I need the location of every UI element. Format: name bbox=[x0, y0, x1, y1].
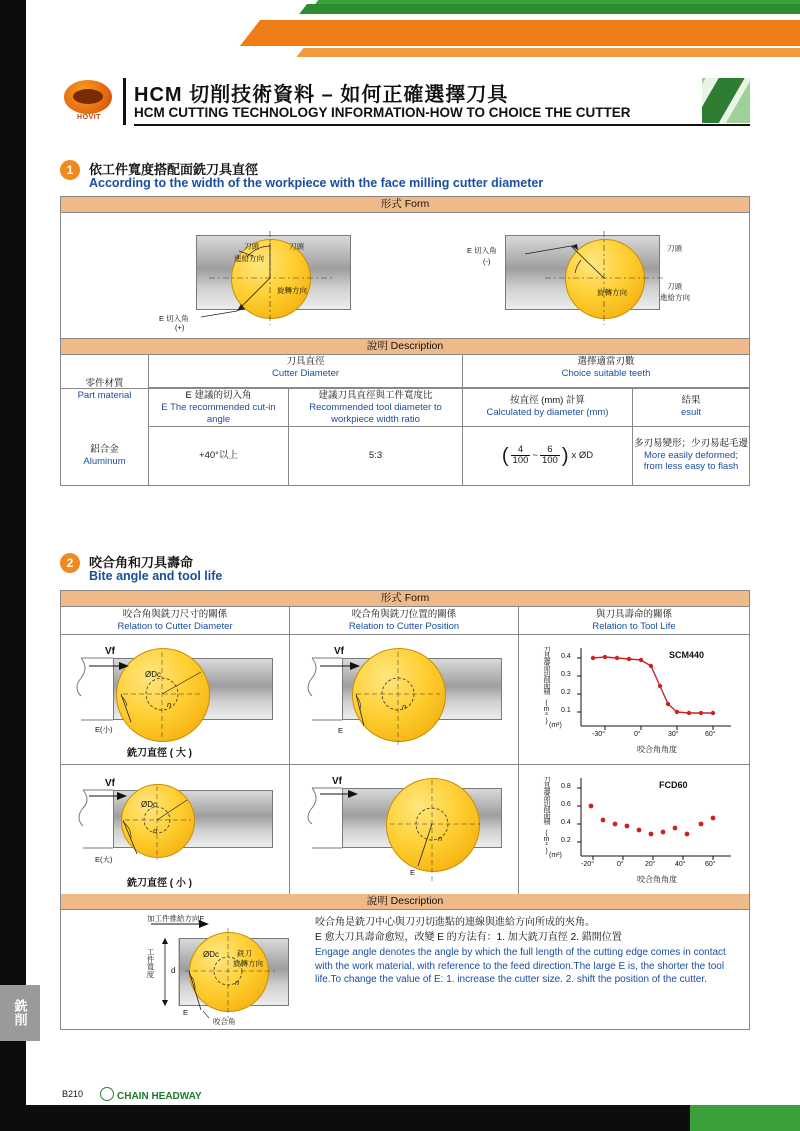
cell-material-cn: 鋁合金 bbox=[90, 443, 119, 455]
label-vf: Vf bbox=[105, 646, 115, 657]
paren-close: ) bbox=[561, 444, 569, 467]
cell-result-cn: 多刃易變形；少刃易起毛邊 bbox=[634, 437, 749, 449]
fraction-2-den: 100 bbox=[541, 455, 558, 466]
subcol-ratio-en: Recommended tool diameter to workpiece width ratio bbox=[309, 401, 442, 425]
desc-e-label: E bbox=[183, 1008, 189, 1017]
label-diameter: ØDc bbox=[141, 800, 157, 809]
label-sign: (+) bbox=[175, 323, 185, 332]
chart-1-ytick-2: 0.2 bbox=[561, 689, 571, 696]
side-tab-milling bbox=[0, 985, 40, 1041]
brand-circle-icon bbox=[100, 1087, 114, 1101]
diagram-lines bbox=[290, 764, 519, 894]
desc-n-label: n bbox=[235, 978, 240, 987]
desc-line-2: E 愈大刀具壽命愈短，改變 E 的方法有：1. 加大銑刀直徑 2. 錯開位置 bbox=[315, 931, 622, 943]
section-2-title-en: Bite angle and tool life bbox=[89, 569, 223, 583]
label-vf: Vf bbox=[105, 778, 115, 789]
label-vf: Vf bbox=[334, 646, 344, 657]
fraction-2-num: 6 bbox=[540, 445, 560, 456]
cell-position-diagram-bottom bbox=[290, 764, 519, 894]
chart-2-ylabel: 刀具壽命切削面積 (m²) bbox=[543, 776, 550, 854]
section-1-subheader-row bbox=[149, 388, 749, 427]
section-1-title-en: According to the width of the workpiece with the face milling cutter diameter bbox=[89, 176, 544, 190]
chart-1-svg bbox=[519, 634, 749, 764]
label-head-2: 刀頭 bbox=[667, 282, 682, 291]
label-n: n bbox=[402, 702, 407, 711]
section-1-heading bbox=[60, 160, 760, 196]
logo-text: HOVIT bbox=[77, 114, 101, 121]
paren-open: ( bbox=[501, 444, 509, 467]
fraction-tilde: ~ bbox=[532, 449, 538, 461]
chart-2-yunit: (m²) bbox=[549, 852, 562, 859]
desc-text-block bbox=[315, 916, 739, 987]
logo-oval-icon bbox=[64, 80, 112, 114]
header-divider bbox=[123, 78, 126, 125]
section-2-row-2 bbox=[61, 764, 749, 895]
cell-result bbox=[633, 426, 749, 485]
chart-1-ylabel: 刀具壽命切削面積 (m²) bbox=[543, 646, 550, 724]
subcol-recommended-angle-en: E The recommended cut-in angle bbox=[161, 401, 276, 425]
col-choice-teeth-cn: 選擇適當刃數 bbox=[577, 356, 635, 367]
subcol-ratio bbox=[289, 388, 463, 426]
diagram-lines bbox=[405, 213, 749, 338]
col-relation-toollife-cn: 與刀具壽命的關係 bbox=[595, 609, 672, 620]
chart-2-ytick-2: 0.4 bbox=[561, 819, 571, 826]
section-1-form-band: 形式 Form bbox=[61, 197, 749, 213]
desc-rotation-label: 旋轉方向 bbox=[233, 959, 263, 968]
footer-brand-label: CHAIN HEADWAY bbox=[117, 1091, 202, 1102]
chart-1-yunit: (m²) bbox=[549, 722, 562, 729]
chart-2-xtick-5: 60° bbox=[705, 861, 716, 868]
label-head-1: 刀頭 bbox=[667, 244, 682, 253]
fraction-1-den: 100 bbox=[512, 455, 529, 466]
formula-tail: x ØD bbox=[571, 449, 594, 461]
section-2-description bbox=[61, 910, 749, 1030]
cell-formula bbox=[463, 426, 633, 485]
label-head-1: 刀頭 bbox=[244, 242, 259, 251]
diagram-positive-angle bbox=[61, 213, 405, 338]
section-2-table bbox=[60, 590, 750, 1030]
cell-ratio bbox=[289, 426, 463, 485]
col-part-material bbox=[61, 354, 149, 426]
col-relation-position bbox=[290, 607, 519, 634]
section-1-number: 1 bbox=[60, 160, 80, 180]
col-relation-position-cn: 咬合角與銑刀位置的關係 bbox=[351, 609, 457, 620]
col-relation-toollife bbox=[519, 607, 749, 634]
side-tab-label: 銑削 bbox=[12, 999, 28, 1027]
subcol-result bbox=[633, 388, 749, 426]
section-1-table bbox=[60, 196, 750, 486]
label-feed-direction: 進給方向 bbox=[660, 293, 690, 302]
label-vf: Vf bbox=[332, 776, 342, 787]
desc-width-label: 工件寬度 bbox=[146, 948, 155, 978]
diagram-lines bbox=[290, 634, 519, 764]
desc-top-label: 加工件推給方向F bbox=[147, 914, 205, 923]
chart-2-ytick-1: 0.2 bbox=[561, 837, 571, 844]
col-part-material-cn: 零件材質 bbox=[85, 378, 124, 390]
chart-1-xtick-4: 60° bbox=[705, 731, 716, 738]
chart-1-xlabel: 咬合角角度 bbox=[637, 745, 677, 754]
label-diameter: ØDc bbox=[145, 670, 161, 679]
label-cut-in-angle: E 切入角 bbox=[467, 246, 497, 255]
cell-material bbox=[61, 426, 149, 485]
label-feed-direction: 進給方向 bbox=[234, 254, 264, 263]
col-relation-position-en: Relation to Cutter Position bbox=[348, 620, 460, 632]
caption-big-cutter: 銑刀直徑 ( 大 ) bbox=[127, 748, 192, 759]
chart-2-svg bbox=[519, 764, 749, 894]
cell-angle-value: +40°以上 bbox=[199, 449, 238, 461]
orange-stripe bbox=[240, 20, 800, 46]
chart-2-ytick-4: 0.8 bbox=[561, 783, 571, 790]
diagram-lines bbox=[61, 213, 405, 338]
label-n: n bbox=[167, 700, 172, 709]
desc-d-label: d bbox=[171, 966, 176, 975]
label-e: E bbox=[338, 726, 344, 735]
caption-small-cutter: 銑刀直徑 ( 小 ) bbox=[127, 878, 192, 889]
col-relation-diameter-cn: 咬合角與銑刀尺寸的關係 bbox=[122, 609, 228, 620]
chart-2-title: FCD60 bbox=[659, 780, 688, 790]
label-n: n bbox=[153, 826, 158, 835]
cell-material-en: Aluminum bbox=[83, 455, 126, 467]
desc-diameter-label: ØDc bbox=[203, 950, 219, 959]
page-title-cn: HCM 切削技術資料 – 如何正確選擇刀具 bbox=[134, 84, 509, 106]
label-rotation: 旋轉方向 bbox=[277, 286, 307, 295]
chart-1-ytick-4: 0.4 bbox=[561, 653, 571, 660]
cell-angle bbox=[149, 426, 289, 485]
subcol-calculated-cn: 按直徑 (mm) 計算 bbox=[510, 395, 585, 407]
fraction-1-num: 4 bbox=[511, 445, 531, 456]
desc-line-1: 咬合角是銑刀中心與刀刃切進點的連線與進給方向所成的夾角。 bbox=[315, 917, 595, 928]
chart-2-xlabel: 咬合角角度 bbox=[637, 875, 677, 884]
chart-fcd60 bbox=[519, 764, 749, 894]
chart-1-ytick-3: 0.3 bbox=[561, 671, 571, 678]
diagram-negative-angle bbox=[405, 213, 749, 338]
desc-diagram bbox=[61, 910, 311, 1030]
subcol-recommended-angle bbox=[149, 388, 289, 426]
subcol-calculated-en: Calculated by diameter (mm) bbox=[486, 407, 609, 418]
chart-1-xtick-2: 0° bbox=[634, 731, 641, 738]
label-head-2: 刀頭 bbox=[289, 242, 304, 251]
chart-2-xtick-2: 0° bbox=[617, 861, 624, 868]
cell-result-en: More easily deformed; from less easy to flash bbox=[643, 449, 739, 473]
label-e-large: E(大) bbox=[95, 855, 113, 864]
fraction-1 bbox=[511, 445, 531, 466]
label-cut-in-angle: E 切入角 bbox=[159, 314, 189, 323]
col-relation-toollife-en: Relation to Tool Life bbox=[592, 620, 676, 632]
section-1-desc-band: 說明 Description bbox=[61, 338, 749, 355]
page-number: B210 bbox=[62, 1089, 84, 1099]
chart-2-xtick-4: 40° bbox=[675, 861, 686, 868]
col-cutter-diameter-cn: 刀具直徑 bbox=[286, 356, 325, 367]
left-black-margin bbox=[0, 0, 26, 1131]
label-rotation: 旋轉方向 bbox=[597, 288, 627, 297]
page-title-en: HCM CUTTING TECHNOLOGY INFORMATION-HOW TO CHOICE THE CUTTER bbox=[134, 105, 631, 120]
chart-2-xtick-1: -20° bbox=[581, 861, 594, 868]
footer-brand bbox=[100, 1087, 202, 1102]
chart-scm440 bbox=[519, 634, 749, 764]
header-rule bbox=[134, 124, 750, 126]
chart-2-ytick-3: 0.6 bbox=[561, 801, 571, 808]
section-1-data-row bbox=[61, 426, 749, 485]
col-relation-diameter-en: Relation to Cutter Diameter bbox=[117, 620, 233, 632]
cell-small-cutter-diagram bbox=[61, 764, 290, 894]
section-2-col-headers bbox=[61, 607, 749, 635]
label-sign: (-) bbox=[483, 257, 491, 266]
section-1-title-cn: 依工件寬度搭配面銑刀具直徑 bbox=[89, 162, 259, 177]
section-2-desc-band: 說明 Description bbox=[61, 894, 749, 910]
section-1-diagrams bbox=[61, 213, 749, 338]
desc-line-3: Engage angle denotes the angle by which the full length of the cutting edge comes in contact with the work material, with reference to the feed direction.The large E is, the shorter the tool life.To change the value of E: 1. increase the cutter size. 2. shift the position of the cutter. bbox=[315, 947, 726, 985]
section-2-title-cn: 咬合角和刀具壽命 bbox=[89, 555, 194, 570]
section-2-row-1 bbox=[61, 634, 749, 765]
section-2-form-band: 形式 Form bbox=[61, 591, 749, 607]
subcol-ratio-cn: 建議刀具直徑與工件寬度比 bbox=[318, 390, 433, 401]
section-2-heading bbox=[60, 553, 760, 589]
cell-position-diagram-top bbox=[290, 634, 519, 764]
header-corner-graphic bbox=[702, 78, 750, 123]
col-choice-teeth bbox=[463, 354, 749, 388]
hovit-logo bbox=[60, 78, 118, 128]
chart-1-xtick-1: -30° bbox=[592, 731, 605, 738]
chart-1-ytick-1: 0.1 bbox=[561, 707, 571, 714]
col-choice-teeth-en: Choice suitable teeth bbox=[561, 367, 651, 379]
chart-1-title: SCM440 bbox=[669, 650, 705, 660]
chart-2-xtick-3: 20° bbox=[645, 861, 656, 868]
section-2-number: 2 bbox=[60, 553, 80, 573]
bottom-green-accent bbox=[640, 1105, 800, 1131]
label-e: E bbox=[410, 868, 416, 877]
desc-bite-angle-label: 咬合角 bbox=[213, 1017, 236, 1026]
subcol-result-en: esult bbox=[680, 407, 702, 418]
orange-stripe-2 bbox=[296, 48, 800, 57]
fraction-2 bbox=[540, 445, 560, 466]
document-header bbox=[60, 78, 750, 130]
col-part-material-en: Part material bbox=[77, 390, 132, 401]
chart-1-xtick-3: 30° bbox=[668, 731, 679, 738]
subcol-calculated bbox=[463, 388, 633, 426]
label-n: n bbox=[438, 834, 443, 843]
col-cutter-diameter bbox=[149, 354, 463, 388]
cell-ratio-value: 5:3 bbox=[368, 449, 383, 461]
subcol-recommended-angle-cn: E 建議的切入角 bbox=[185, 390, 252, 401]
cell-big-cutter-diagram bbox=[61, 634, 290, 764]
col-relation-diameter bbox=[61, 607, 290, 634]
col-cutter-diameter-en: Cutter Diameter bbox=[271, 367, 340, 379]
desc-cutter-label: 銑刀 bbox=[237, 949, 252, 958]
top-decoration-band bbox=[0, 0, 800, 70]
label-e-small: E(小) bbox=[95, 725, 113, 734]
subcol-result-cn: 結果 bbox=[681, 395, 701, 407]
